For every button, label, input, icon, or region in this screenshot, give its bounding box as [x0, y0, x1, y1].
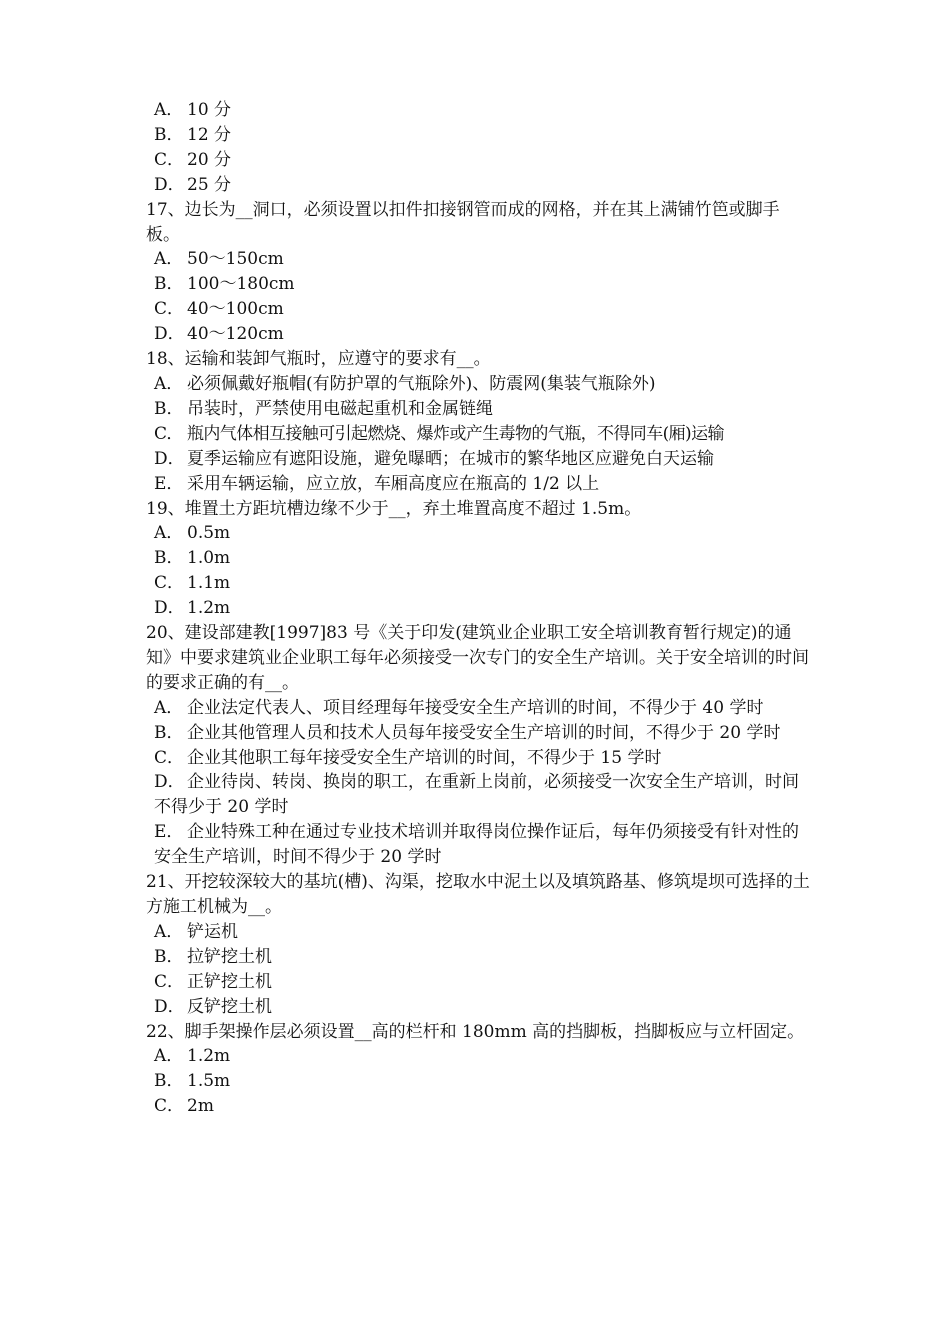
question-stem: 20、建设部建教[1997]83 号《关于印发(建筑业企业职工安全培训教育暂行规定)的通知》中要求建筑业企业职工每年必须接受一次专门的安全生产培训。关于安全培训的时间的要求正确的有__。: [146, 623, 809, 693]
option-letter: A．: [154, 1046, 184, 1067]
option-letter: D．: [154, 996, 185, 1017]
option-text: 采用车辆运输，应立放，车厢高度应在瓶高的 1/2 以上: [187, 473, 600, 494]
option-line: [146, 472, 810, 497]
option-text: 50～150cm: [187, 249, 284, 270]
option-text: 100～180cm: [187, 274, 295, 295]
option-letter: B．: [154, 124, 184, 145]
option-letter: C．: [154, 1096, 185, 1117]
question-stem: 21、开挖较深较大的基坑(槽)、沟渠，挖取水中泥土以及填筑路基、修筑堤坝可选择的土方施工机械为__。: [146, 872, 810, 917]
option-letter: B．: [154, 1071, 184, 1092]
option-line: [146, 746, 810, 771]
question-20: [146, 621, 810, 870]
option-text: 企业法定代表人、项目经理每年接受安全生产培训的时间，不得少于 40 学时: [187, 697, 764, 718]
option-text: 夏季运输应有遮阳设施，避免曝晒；在城市的繁华地区应避免白天运输: [187, 448, 714, 469]
option-text: 40～120cm: [187, 324, 284, 345]
option-letter: D．: [154, 598, 185, 619]
option-letter: A．: [154, 697, 184, 718]
option-text: 10 分: [187, 100, 232, 120]
q16-options: [146, 98, 810, 198]
question-17: [146, 198, 810, 347]
option-line: [146, 1069, 810, 1094]
option-letter: A．: [154, 249, 184, 270]
option-line: [146, 123, 810, 148]
option-letter: A．: [154, 373, 184, 394]
option-text: 12 分: [187, 124, 232, 145]
option-line: [146, 1044, 810, 1069]
option-text: 2m: [187, 1096, 214, 1117]
option-line: [146, 546, 810, 571]
document-page: [146, 98, 810, 1119]
option-letter: B．: [154, 548, 184, 569]
option-letter: B．: [154, 274, 184, 295]
option-text: 反铲挖土机: [187, 996, 272, 1017]
option-letter: E．: [154, 822, 184, 843]
option-line: [146, 721, 810, 746]
option-line: [146, 98, 810, 123]
question-18: [146, 347, 810, 496]
option-text: 企业特殊工种在通过专业技术培训并取得岗位操作证后，每年仍须接受有针对性的安全生产培训，时间不得少于 20 学时: [154, 822, 799, 868]
option-line: [146, 447, 810, 472]
option-line: [146, 397, 810, 422]
option-line: [146, 422, 810, 447]
option-line: [146, 995, 810, 1020]
option-text: 正铲挖土机: [187, 971, 272, 992]
option-line: [146, 173, 810, 198]
option-line: [146, 970, 810, 995]
option-line: [146, 596, 810, 621]
question-stem: 22、脚手架操作层必须设置__高的栏杆和 180mm 高的挡脚板，挡脚板应与立杆固定。: [146, 1021, 805, 1042]
option-line: [146, 945, 810, 970]
option-letter: D．: [154, 174, 185, 195]
option-line: [146, 571, 810, 596]
option-text: 企业待岗、转岗、换岗的职工，在重新上岗前，必须接受一次安全生产培训，时间不得少于 20 学时: [154, 772, 799, 818]
option-text: 1.0m: [187, 548, 231, 569]
option-line: [146, 372, 810, 397]
option-line: [146, 272, 810, 297]
option-letter: B．: [154, 722, 184, 743]
option-letter: C．: [154, 299, 185, 320]
question-stem: 18、运输和装卸气瓶时，应遵守的要求有__。: [146, 349, 491, 370]
option-letter: D．: [154, 448, 185, 469]
option-letter: C．: [154, 971, 185, 992]
option-letter: E．: [154, 473, 184, 494]
option-line: [146, 920, 810, 945]
option-letter: C．: [154, 573, 185, 594]
option-letter: A．: [154, 921, 184, 942]
option-letter: A．: [154, 100, 184, 120]
option-text: 1.1m: [187, 573, 231, 594]
option-letter: B．: [154, 946, 184, 967]
question-21: [146, 870, 810, 1019]
option-line: [146, 297, 810, 322]
question-22: [146, 1020, 810, 1120]
option-letter: B．: [154, 398, 184, 419]
question-stem: 17、边长为__洞口，必须设置以扣件扣接钢管而成的网格，并在其上满铺竹笆或脚手板。: [146, 199, 780, 245]
option-letter: C．: [154, 423, 183, 444]
option-letter: A．: [154, 523, 184, 544]
option-letter: D．: [154, 324, 185, 345]
option-text: 1.5m: [187, 1071, 231, 1092]
option-letter: C．: [154, 747, 185, 768]
option-line: [146, 148, 810, 173]
option-line: [146, 770, 810, 820]
option-text: 40～100cm: [187, 299, 284, 320]
option-text: 1.2m: [187, 1046, 231, 1067]
option-line: [146, 1094, 810, 1119]
option-line: [146, 521, 810, 546]
option-line: [146, 322, 810, 347]
question-19: [146, 497, 810, 622]
question-stem: 19、堆置土方距坑槽边缘不少于__，弃土堆置高度不超过 1.5m。: [146, 498, 642, 519]
option-text: 0.5m: [187, 523, 231, 544]
option-text: 拉铲挖土机: [187, 946, 272, 967]
option-text: 吊装时，严禁使用电磁起重机和金属链绳: [187, 398, 493, 419]
option-text: 20 分: [187, 149, 232, 170]
option-text: 铲运机: [187, 921, 238, 942]
option-letter: D．: [154, 772, 185, 793]
option-text: 企业其他管理人员和技术人员每年接受安全生产培训的时间，不得少于 20 学时: [187, 722, 781, 743]
option-line: [146, 696, 810, 721]
option-text: 必须佩戴好瓶帽(有防护罩的气瓶除外)、防震网(集装气瓶除外): [187, 373, 656, 394]
option-text: 瓶内气体相互接触可引起燃烧、爆炸或产生毒物的气瓶，不得同车(厢)运输: [187, 423, 724, 444]
option-text: 25 分: [187, 174, 232, 195]
option-line: [146, 247, 810, 272]
option-letter: C．: [154, 149, 185, 170]
option-text: 1.2m: [187, 598, 231, 619]
option-line: [146, 820, 810, 870]
option-text: 企业其他职工每年接受安全生产培训的时间，不得少于 15 学时: [187, 747, 662, 768]
